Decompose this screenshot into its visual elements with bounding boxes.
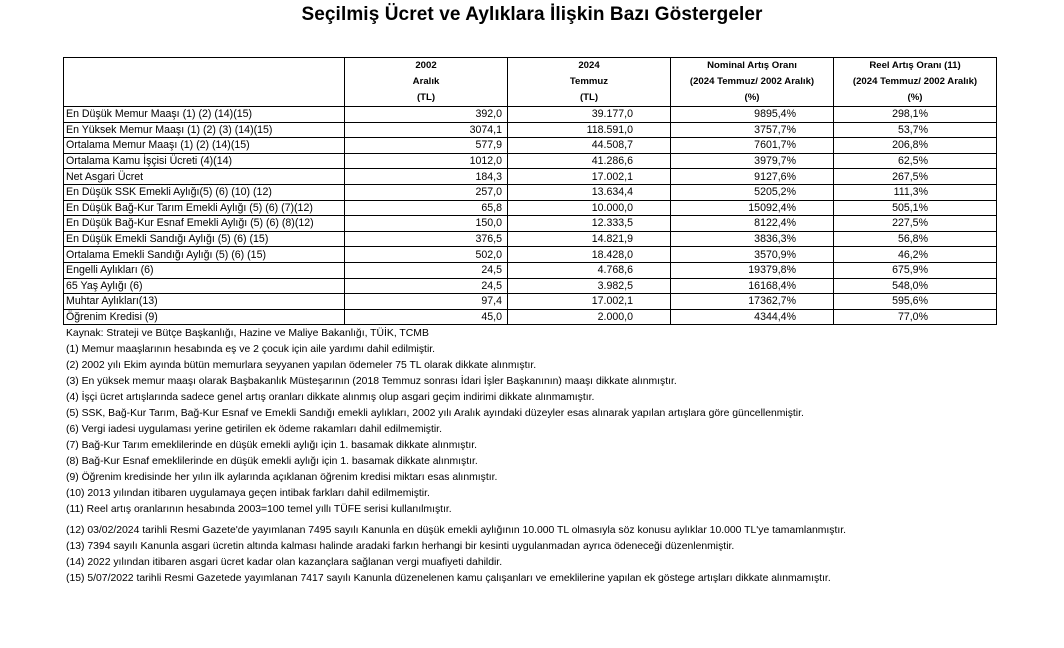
table-row — [64, 153, 997, 169]
table-row — [64, 107, 997, 123]
footnote: (15) 5/07/2022 tarihli Resmi Gazetede yayımlanan 7417 sayılı Kanunla düzenelenen kamu çalışanları ve emeklilerine yapılan ek göstege artışları dikkate alınmamıştır. — [66, 573, 831, 584]
footnote: (1) Memur maaşlarının hesabında eş ve 2 çocuk için aile yardımı dahil edilmiştir. — [66, 344, 436, 355]
header-line: (%) — [744, 91, 760, 103]
table-row — [64, 278, 997, 294]
indicator-label-cell: Muhtar Aylıkları(13) — [64, 294, 345, 310]
value-2024-cell: 2.000,0 — [508, 309, 671, 325]
source-note: Kaynak: Strateji ve Bütçe Başkanlığı, Hazine ve Maliye Bakanlığı, TÜİK, TCMB — [66, 328, 429, 339]
real-increase-cell: 267,5% — [834, 169, 997, 185]
indicator-label-cell: En Düşük Bağ-Kur Esnaf Emekli Aylığı (5) (6) (8)(12) — [64, 216, 345, 232]
header-line: (TL) — [416, 91, 436, 103]
header-line: Aralık — [412, 76, 440, 88]
footnote: (9) Öğrenim kredisinde her yılın ilk aylarında açıklanan öğrenim kredisi miktarı esas alınmıştır. — [66, 472, 498, 483]
footnote: (5) SSK, Bağ-Kur Tarım, Bağ-Kur Esnaf ve Emekli Sandığı emekli aylıkları, 2002 yılı Aralık ayındaki düzeyler esas alınarak yapılan artışlara göre güncellenmiştir. — [66, 408, 804, 419]
header-line: (2024 Temmuz/ 2002 Aralık) — [852, 76, 978, 88]
real-increase-cell: 53,7% — [834, 122, 997, 138]
header-line: Temmuz — [569, 76, 609, 88]
real-increase-cell: 77,0% — [834, 309, 997, 325]
value-2024-cell: 18.428,0 — [508, 247, 671, 263]
value-2002-cell: 150,0 — [345, 216, 508, 232]
table-body — [64, 107, 997, 325]
value-2024-cell: 12.333,5 — [508, 216, 671, 232]
footnote: (8) Bağ-Kur Esnaf emeklilerinde en düşük emekli aylığı için 1. basamak dikkate alınmıştır. — [66, 456, 478, 467]
value-2024-cell: 4.768,6 — [508, 262, 671, 278]
indicator-label-cell: En Düşük SSK Emekli Aylığı(5) (6) (10) (12) — [64, 184, 345, 200]
value-2024-cell: 17.002,1 — [508, 169, 671, 185]
nominal-increase-cell: 17362,7% — [671, 294, 834, 310]
nominal-increase-cell: 4344,4% — [671, 309, 834, 325]
real-increase-cell: 111,3% — [834, 184, 997, 200]
value-2024-cell: 13.634,4 — [508, 184, 671, 200]
indicator-label-cell: Ortalama Emekli Sandığı Aylığı (5) (6) (15) — [64, 247, 345, 263]
indicator-label-cell: En Düşük Bağ-Kur Tarım Emekli Aylığı (5) (6) (7)(12) — [64, 200, 345, 216]
value-2002-cell: 184,3 — [345, 169, 508, 185]
value-2002-cell: 97,4 — [345, 294, 508, 310]
value-2024-cell: 14.821,9 — [508, 231, 671, 247]
nominal-increase-cell: 7601,7% — [671, 138, 834, 154]
value-2002-cell: 577,9 — [345, 138, 508, 154]
footnote: (7) Bağ-Kur Tarım emeklilerinde en düşük emekli aylığı için 1. basamak dikkate alınmıştır. — [66, 440, 477, 451]
header-cell-2024 — [508, 58, 671, 107]
value-2002-cell: 257,0 — [345, 184, 508, 200]
indicator-label-cell: Ortalama Memur Maaşı (1) (2) (14)(15) — [64, 138, 345, 154]
value-2002-cell: 65,8 — [345, 200, 508, 216]
nominal-increase-cell: 3979,7% — [671, 153, 834, 169]
value-2002-cell: 1012,0 — [345, 153, 508, 169]
nominal-increase-cell: 3757,7% — [671, 122, 834, 138]
footnote: (4) İşçi ücret artışlarında sadece genel artış oranları dikkate alınmış olup asgari geçim indirimi dikkate alınmamıştır. — [66, 392, 595, 403]
header-line: (%) — [907, 91, 923, 103]
footnote: (3) En yüksek memur maaşı olarak Başbakanlık Müsteşarının (2018 Temmuz sonrası İdari İşler Başkanının) maaşı dikkate alınmıştır. — [66, 376, 677, 387]
real-increase-cell: 227,5% — [834, 216, 997, 232]
value-2024-cell: 10.000,0 — [508, 200, 671, 216]
nominal-increase-cell: 16168,4% — [671, 278, 834, 294]
value-2002-cell: 24,5 — [345, 262, 508, 278]
header-cell-label — [64, 58, 345, 107]
header-line: 2002 — [415, 60, 437, 72]
table-row — [64, 262, 997, 278]
header-cell-2002 — [345, 58, 508, 107]
table-row — [64, 247, 997, 263]
indicator-label-cell: Engelli Aylıkları (6) — [64, 262, 345, 278]
header-line: Reel Artış Oranı (11) — [869, 60, 961, 72]
real-increase-cell: 548,0% — [834, 278, 997, 294]
table-row — [64, 200, 997, 216]
indicator-label-cell: En Düşük Emekli Sandığı Aylığı (5) (6) (15) — [64, 231, 345, 247]
footnote: (2) 2002 yılı Ekim ayında bütün memurlara seyyanen yapılan ödemeler 75 TL olarak dikkate alınmıştır. — [66, 360, 537, 371]
table-header-row — [64, 58, 997, 107]
table-row — [64, 231, 997, 247]
real-increase-cell: 505,1% — [834, 200, 997, 216]
table-row — [64, 122, 997, 138]
indicator-label-cell: Net Asgari Ücret — [64, 169, 345, 185]
footnote: (13) 7394 sayılı Kanunla asgari ücretin altında kalması halinde aradaki farkın herhangi bir kesinti uygulanmadan ayrıca ödeneceği düzenlenmiştir. — [66, 541, 735, 552]
value-2024-cell: 3.982,5 — [508, 278, 671, 294]
footnote: (11) Reel artış oranlarının hesabında 2003=100 temel yıllı TÜFE serisi kullanılmıştır. — [66, 504, 452, 515]
nominal-increase-cell: 15092,4% — [671, 200, 834, 216]
header-line: (2024 Temmuz/ 2002 Aralık) — [689, 76, 815, 88]
header-line: 2024 — [578, 60, 600, 72]
nominal-increase-cell: 5205,2% — [671, 184, 834, 200]
value-2002-cell: 24,5 — [345, 278, 508, 294]
real-increase-cell: 62,5% — [834, 153, 997, 169]
nominal-increase-cell: 3570,9% — [671, 247, 834, 263]
header-line: (TL) — [579, 91, 599, 103]
value-2002-cell: 502,0 — [345, 247, 508, 263]
header-cell-real — [834, 58, 997, 107]
nominal-increase-cell: 9127,6% — [671, 169, 834, 185]
value-2002-cell: 45,0 — [345, 309, 508, 325]
value-2024-cell: 41.286,6 — [508, 153, 671, 169]
real-increase-cell: 675,9% — [834, 262, 997, 278]
table-row — [64, 169, 997, 185]
value-2024-cell: 39.177,0 — [508, 107, 671, 123]
table-row — [64, 294, 997, 310]
nominal-increase-cell: 8122,4% — [671, 216, 834, 232]
nominal-increase-cell: 19379,8% — [671, 262, 834, 278]
footnote: (6) Vergi iadesi uygulaması yerine getirilen ek ödeme rakamları dahil edilmemiştir. — [66, 424, 442, 435]
nominal-increase-cell: 9895,4% — [671, 107, 834, 123]
footnotes — [66, 326, 1056, 587]
indicators-table — [63, 57, 997, 325]
page-title: Seçilmiş Ücret ve Aylıklara İlişkin Bazı Göstergeler — [301, 4, 763, 25]
value-2024-cell: 118.591,0 — [508, 122, 671, 138]
footnote: (12) 03/02/2024 tarihli Resmi Gazete'de yayımlanan 7495 sayılı Kanunla en düşük emekli aylığının 10.000 TL olmasıyla söz konusu aylıklar 10.000 TL'ye tamamlanmıştır. — [66, 525, 847, 536]
value-2002-cell: 3074,1 — [345, 122, 508, 138]
table-row — [64, 309, 997, 325]
nominal-increase-cell: 3836,3% — [671, 231, 834, 247]
real-increase-cell: 56,8% — [834, 231, 997, 247]
table-row — [64, 216, 997, 232]
real-increase-cell: 46,2% — [834, 247, 997, 263]
real-increase-cell: 595,6% — [834, 294, 997, 310]
indicator-label-cell: 65 Yaş Aylığı (6) — [64, 278, 345, 294]
table-row — [64, 184, 997, 200]
real-increase-cell: 206,8% — [834, 138, 997, 154]
footnote: (10) 2013 yılından itibaren uygulamaya geçen intibak farkları dahil edilmemiştir. — [66, 488, 430, 499]
indicator-label-cell: Öğrenim Kredisi (9) — [64, 309, 345, 325]
real-increase-cell: 298,1% — [834, 107, 997, 123]
indicator-label-cell: Ortalama Kamu İşçisi Ücreti (4)(14) — [64, 153, 345, 169]
table-row — [64, 138, 997, 154]
indicator-label-cell: En Yüksek Memur Maaşı (1) (2) (3) (14)(15) — [64, 122, 345, 138]
indicator-label-cell: En Düşük Memur Maaşı (1) (2) (14)(15) — [64, 107, 345, 123]
value-2002-cell: 376,5 — [345, 231, 508, 247]
footnote: (14) 2022 yılından itibaren asgari ücret kadar olan kazançlara sağlanan vergi muafiyeti dahildir. — [66, 557, 503, 568]
header-line: Nominal Artış Oranı — [707, 60, 797, 72]
value-2024-cell: 17.002,1 — [508, 294, 671, 310]
value-2002-cell: 392,0 — [345, 107, 508, 123]
value-2024-cell: 44.508,7 — [508, 138, 671, 154]
header-cell-nominal — [671, 58, 834, 107]
